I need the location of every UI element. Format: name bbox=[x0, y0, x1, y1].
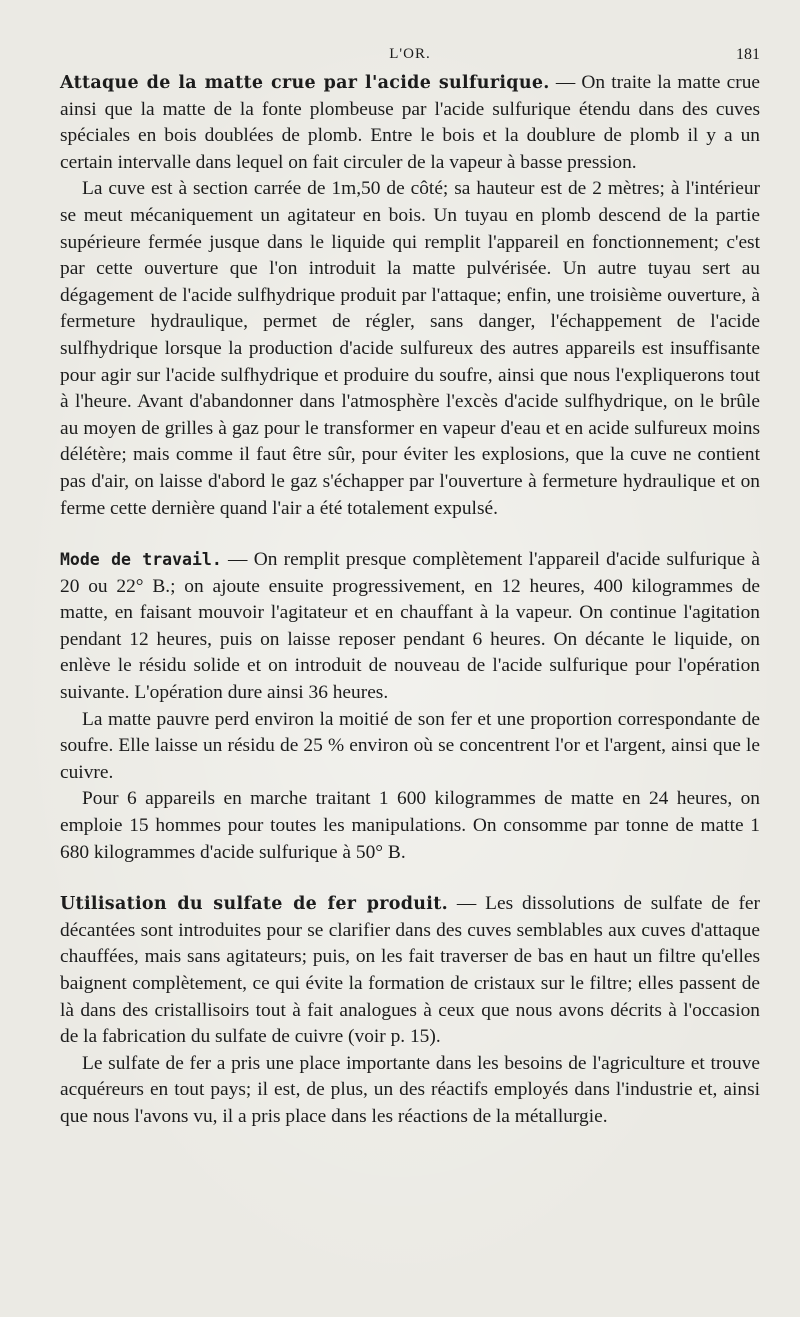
section-paragraph bbox=[60, 70, 760, 176]
section-paragraph bbox=[60, 547, 760, 707]
paragraph-text: On traite la matte crue ainsi que la matte de la fonte plombeuse par l'acide sulfurique étendu dans des cuves spéciales en bois doublées de plomb. Entre le bois et la doublure de plomb il y a un certain intervalle dans lequel on fait circuler de la vapeur à basse pression. bbox=[60, 72, 760, 173]
section-heading-mode-de-travail: Mode de travail. bbox=[60, 550, 222, 570]
page-body bbox=[60, 70, 760, 1131]
section-paragraph bbox=[60, 891, 760, 1051]
paragraph-text: Les dissolutions de sulfate de fer décantées sont introduites pour se clarifier dans des cuves semblables aux cuves d'attaque chauffées, mais sans agitateurs; puis, on les fait traverser de bas en haut un filtre qu'elles baignent complètement, ce qui évite la formation de cristaux sur le filtre; elles passent de là dans des cristallisoirs tout à fait analogues à ceux que nous avons décrits à l'occasion de la fabrication du sulfate de cuivre (voir p. 15). bbox=[60, 893, 760, 1048]
heading-dash: — bbox=[549, 72, 582, 93]
paragraph-text: On remplit presque complètement l'appareil d'acide sulfurique à 20 ou 22° B.; on ajoute ensuite progressivement, en 12 heures, 400 kilogrammes de matte, en faisant mouvoir l'agitateur et en chauffant à la vapeur. On continue l'agitation pendant 12 heures, puis on laisse reposer pendant 6 heures. On décante le liquide, on enlève le résidu solide et on introduit de nouveau de l'acide sulfurique pour l'opération suivante. L'opération dure ainsi 36 heures. bbox=[60, 549, 760, 704]
page-header bbox=[60, 38, 760, 68]
heading-dash: — bbox=[448, 893, 486, 915]
heading-dash: — bbox=[221, 549, 254, 571]
page-number: 181 bbox=[736, 46, 760, 63]
section-paragraph: La cuve est à section carrée de 1m,50 de côté; sa hauteur est de 2 mètres; à l'intérieur se meut mécaniquement un agitateur en bois. Un tuyau en plomb descend de la partie supérieure fermée jusque dans le liquide qui remplit l'appareil en fonctionnement; c'est par cette ouverture que l'on introduit la matte pulvérisée. Un autre tuyau sert au dégagement de l'acide sulfhydrique produit par l'attaque; enfin, une troisième ouverture, à fermeture hydraulique, permet de régler, sans danger, l'échappement de l'acide sulfhydrique lorsque la production d'acide sulfureux des autres appareils est insuffisante pour agir sur l'acide sulfhydrique et produire du soufre, ainsi que nous l'expliquerons tout à l'heure. Avant d'abandonner dans l'atmosphère l'excès d'acide sulfhydrique, on le brûle au moyen de grilles à gaz pour le transformer en vapeur d'eau et en acide sulfureux moins délétère; mais comme il faut être sûr, pour éviter les explosions, que la cuve ne contient pas d'air, on laisse d'abord le gaz s'échapper par l'ouverture à fermeture hydraulique et on ferme cette dernière quand l'air a été totalement expulsé. bbox=[60, 178, 760, 519]
section-paragraph: Le sulfate de fer a pris une place importante dans les besoins de l'agriculture et trouve acquéreurs en tout pays; il est, de plus, un des réactifs employés dans l'industrie et, ainsi que nous l'avons vu, il a pris place dans les réactions de la métallurgie. bbox=[60, 1052, 760, 1127]
section-paragraph: Pour 6 appareils en marche traitant 1 600 kilogrammes de matte en 24 heures, on emploie 15 hommes pour toutes les manipulations. On consomme par tonne de matte 1 680 kilogrammes d'acide sulfurique à 50° B. bbox=[60, 788, 760, 863]
section-heading-utilisation: Utilisation du sulfate de fer produit. bbox=[60, 894, 449, 915]
section-heading-attaque: Attaque de la matte crue par l'acide sulfurique. bbox=[60, 73, 550, 93]
section-paragraph: La matte pauvre perd environ la moitié de son fer et une proportion correspondante de soufre. Elle laisse un résidu de 25 % environ où se concentrent l'or et l'argent, ainsi que le cuivre. bbox=[60, 708, 760, 783]
running-title: L'OR. bbox=[389, 46, 431, 62]
